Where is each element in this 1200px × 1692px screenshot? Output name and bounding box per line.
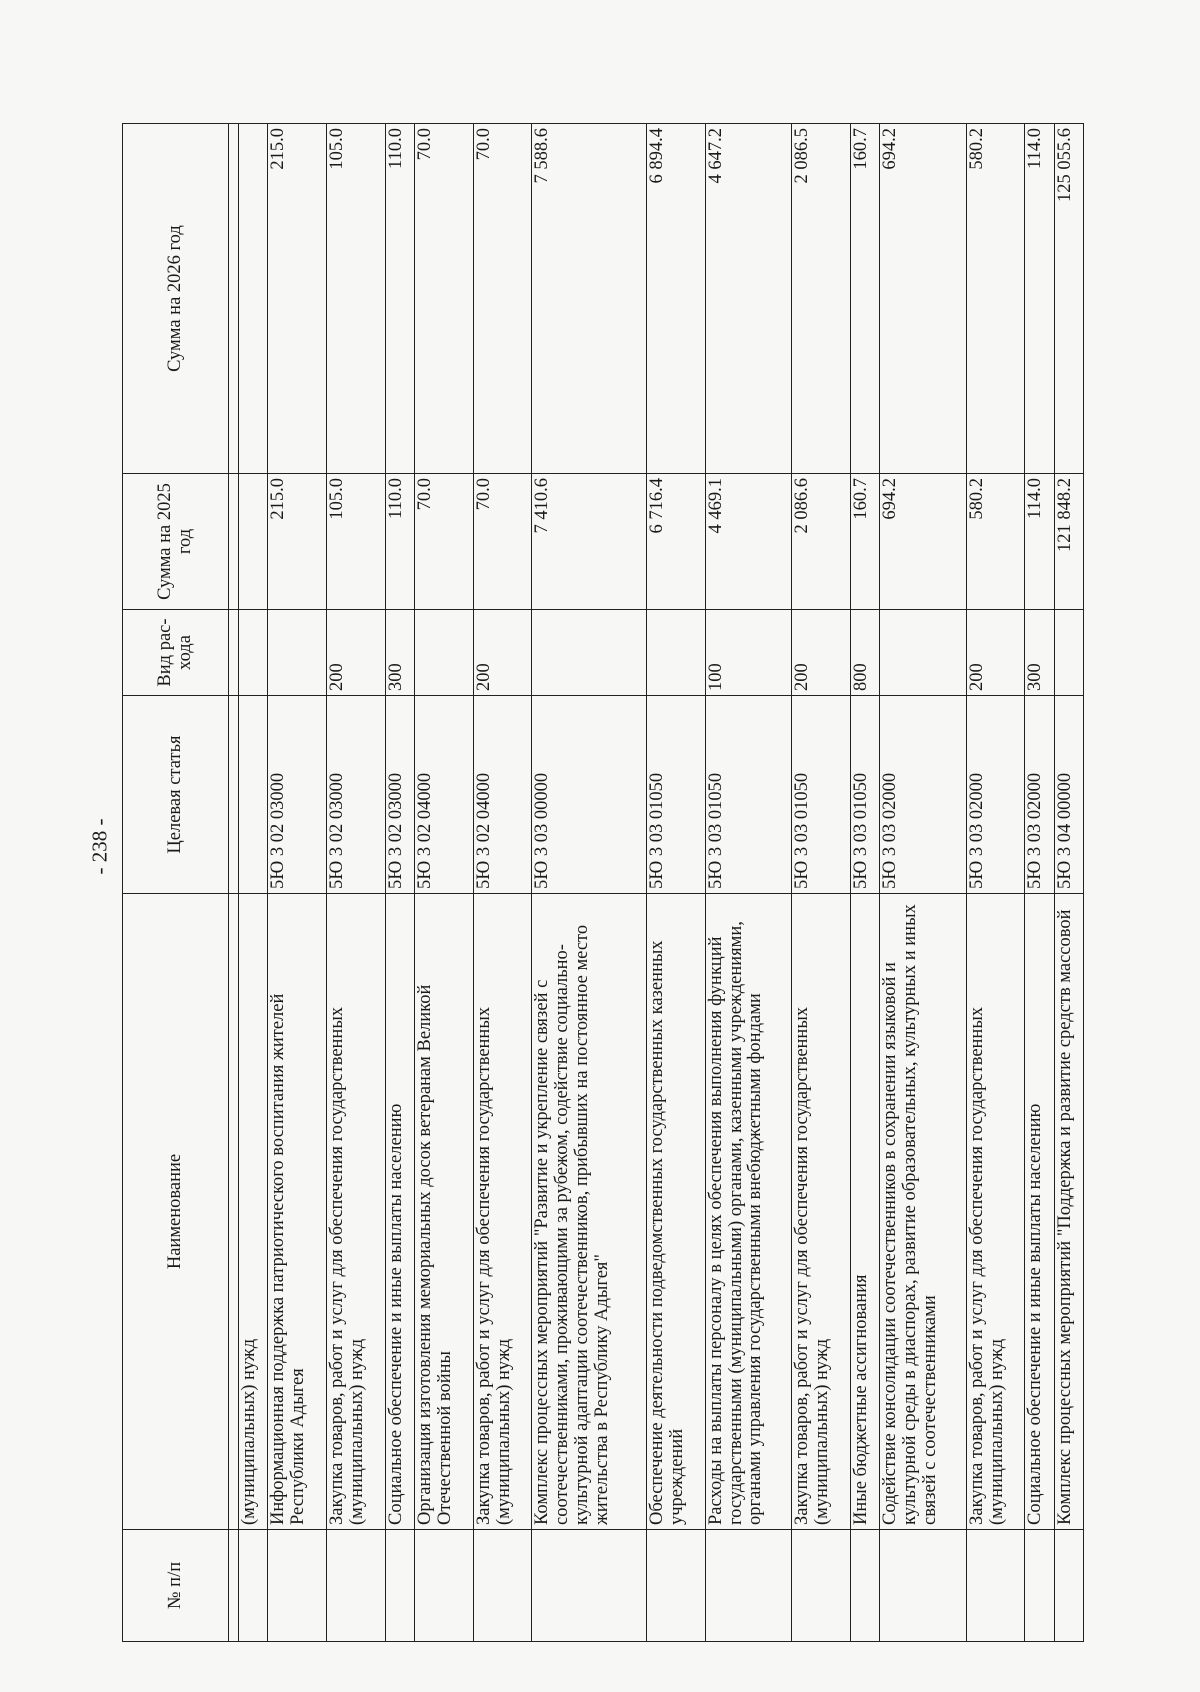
- cell-code: 5Ю 3 02 03000: [268, 696, 327, 894]
- table-row: [646, 124, 705, 1642]
- cell-y2025: 580.2: [966, 474, 1025, 610]
- cell-vid: 200: [792, 610, 851, 696]
- header-code: Целевая статья: [123, 696, 229, 894]
- cell-y2025: 694.2: [880, 474, 967, 610]
- cell-vid: 200: [966, 610, 1025, 696]
- table-gap-row: [229, 124, 239, 1642]
- cell-y2025: 6 716.4: [646, 474, 705, 610]
- table-row: [1054, 124, 1083, 1642]
- cell-name: Комплекс процессных мероприятий "Поддержка и развитие средств массовой: [1054, 894, 1083, 1530]
- cell-code: 5Ю 3 03 01050: [792, 696, 851, 894]
- cell-y2026: 7 588.6: [532, 124, 647, 474]
- cell-name: Расходы на выплаты персоналу в целях обеспечения выполнения функций государственными (муниципальными) органами, казенными учреждениями, органами управления государственными внебюджетными фондами: [705, 894, 792, 1530]
- cell-vid: [268, 610, 327, 696]
- cell-vid: 200: [473, 610, 532, 696]
- cell-vid: [532, 610, 647, 696]
- cell-y2026: [239, 124, 268, 474]
- cell-no: [646, 1530, 705, 1642]
- table-row: [532, 124, 647, 1642]
- budget-table: [122, 123, 1084, 1642]
- header-vid: Вид рас-хода: [123, 610, 229, 696]
- cell-vid: [646, 610, 705, 696]
- cell-y2026: 105.0: [327, 124, 386, 474]
- table-row: [327, 124, 386, 1642]
- table-row: [705, 124, 792, 1642]
- header-2025: Сумма на 2025 год: [123, 474, 229, 610]
- cell-no: [414, 1530, 473, 1642]
- cell-code: 5Ю 3 03 00000: [532, 696, 647, 894]
- cell-y2026: 580.2: [966, 124, 1025, 474]
- header-2026: Сумма на 2026 год: [123, 124, 229, 474]
- cell-name: (муниципальных) нужд: [239, 894, 268, 1530]
- cell-name: Социальное обеспечение и иные выплаты населению: [385, 894, 414, 1530]
- cell-no: [473, 1530, 532, 1642]
- table-row: [268, 124, 327, 1642]
- cell-name: Закупка товаров, работ и услуг для обеспечения государственных (муниципальных) нужд: [966, 894, 1025, 1530]
- cell-y2026: 70.0: [473, 124, 532, 474]
- cell-y2025: 70.0: [473, 474, 532, 610]
- cell-code: 5Ю 3 02 03000: [327, 696, 386, 894]
- cell-y2026: 160.7: [850, 124, 879, 474]
- cell-vid: [239, 610, 268, 696]
- header-no: № п/п: [123, 1530, 229, 1642]
- cell-no: [705, 1530, 792, 1642]
- table-row: [239, 124, 268, 1642]
- cell-name: Закупка товаров, работ и услуг для обеспечения государственных (муниципальных) нужд: [792, 894, 851, 1530]
- cell-code: 5Ю 3 02 03000: [385, 696, 414, 894]
- cell-y2025: 215.0: [268, 474, 327, 610]
- cell-y2026: 70.0: [414, 124, 473, 474]
- cell-no: [239, 1530, 268, 1642]
- cell-y2025: 160.7: [850, 474, 879, 610]
- cell-vid: 800: [850, 610, 879, 696]
- cell-name: Закупка товаров, работ и услуг для обеспечения государственных (муниципальных) нужд: [327, 894, 386, 1530]
- cell-name: Содействие консолидации соотечественников в сохранении языковой и культурной среды в диаспорах, развитие образовательных, культурных и иных связей с соотечественниками: [880, 894, 967, 1530]
- cell-code: 5Ю 3 03 02000: [880, 696, 967, 894]
- cell-vid: 200: [327, 610, 386, 696]
- cell-no: [532, 1530, 647, 1642]
- cell-vid: 300: [1025, 610, 1054, 696]
- cell-no: [327, 1530, 386, 1642]
- table-row: [966, 124, 1025, 1642]
- table-row: [385, 124, 414, 1642]
- cell-y2026: 110.0: [385, 124, 414, 474]
- cell-no: [792, 1530, 851, 1642]
- cell-no: [850, 1530, 879, 1642]
- cell-no: [385, 1530, 414, 1642]
- table-row: [1025, 124, 1054, 1642]
- cell-y2025: 4 469.1: [705, 474, 792, 610]
- page-number: - 238 -: [87, 818, 112, 874]
- cell-name: Организация изготовления мемориальных досок ветеранам Великой Отечественной войны: [414, 894, 473, 1530]
- cell-y2025: 121 848.2: [1054, 474, 1083, 610]
- cell-no: [1054, 1530, 1083, 1642]
- cell-code: 5Ю 3 04 00000: [1054, 696, 1083, 894]
- cell-vid: 100: [705, 610, 792, 696]
- cell-vid: [1054, 610, 1083, 696]
- cell-y2026: 114.0: [1025, 124, 1054, 474]
- cell-name: Социальное обеспечение и иные выплаты населению: [1025, 894, 1054, 1530]
- cell-no: [1025, 1530, 1054, 1642]
- budget-table-rotated: [122, 124, 1084, 1642]
- cell-code: 5Ю 3 03 02000: [966, 696, 1025, 894]
- table-row: [473, 124, 532, 1642]
- table-row: [850, 124, 879, 1642]
- cell-y2025: 2 086.6: [792, 474, 851, 610]
- cell-name: Закупка товаров, работ и услуг для обеспечения государственных (муниципальных) нужд: [473, 894, 532, 1530]
- cell-name: Информационная поддержка патриотического воспитания жителей Республики Адыгея: [268, 894, 327, 1530]
- table-row: [414, 124, 473, 1642]
- cell-y2025: 110.0: [385, 474, 414, 610]
- cell-y2025: 105.0: [327, 474, 386, 610]
- cell-name: Иные бюджетные ассигнования: [850, 894, 879, 1530]
- cell-name: Обеспечение деятельности подведомственных государственных казенных учреждений: [646, 894, 705, 1530]
- cell-no: [880, 1530, 967, 1642]
- cell-y2026: 6 894.4: [646, 124, 705, 474]
- cell-y2026: 125 055.6: [1054, 124, 1083, 474]
- cell-y2025: 7 410.6: [532, 474, 647, 610]
- header-name: Наименование: [123, 894, 229, 1530]
- cell-code: 5Ю 3 03 02000: [1025, 696, 1054, 894]
- cell-y2025: 70.0: [414, 474, 473, 610]
- cell-vid: 300: [385, 610, 414, 696]
- cell-y2026: 4 647.2: [705, 124, 792, 474]
- cell-no: [966, 1530, 1025, 1642]
- cell-code: [239, 696, 268, 894]
- cell-code: 5Ю 3 03 01050: [705, 696, 792, 894]
- cell-vid: [880, 610, 967, 696]
- cell-code: 5Ю 3 03 01050: [646, 696, 705, 894]
- cell-y2026: 694.2: [880, 124, 967, 474]
- cell-code: 5Ю 3 02 04000: [473, 696, 532, 894]
- cell-code: 5Ю 3 03 01050: [850, 696, 879, 894]
- cell-no: [268, 1530, 327, 1642]
- table-body: [229, 124, 1084, 1642]
- table-row: [880, 124, 967, 1642]
- cell-y2026: 2 086.5: [792, 124, 851, 474]
- cell-y2026: 215.0: [268, 124, 327, 474]
- cell-code: 5Ю 3 02 04000: [414, 696, 473, 894]
- cell-vid: [414, 610, 473, 696]
- cell-name: Комплекс процессных мероприятий "Развитие и укрепление связей с соотечественниками, проживающими за рубежом, содействие социально-культурной адаптации соотечественников, прибывших на постоянное место жительства в Республику Адыгея": [532, 894, 647, 1530]
- table-header-row: [123, 124, 229, 1642]
- cell-y2025: 114.0: [1025, 474, 1054, 610]
- cell-y2025: [239, 474, 268, 610]
- table-row: [792, 124, 851, 1642]
